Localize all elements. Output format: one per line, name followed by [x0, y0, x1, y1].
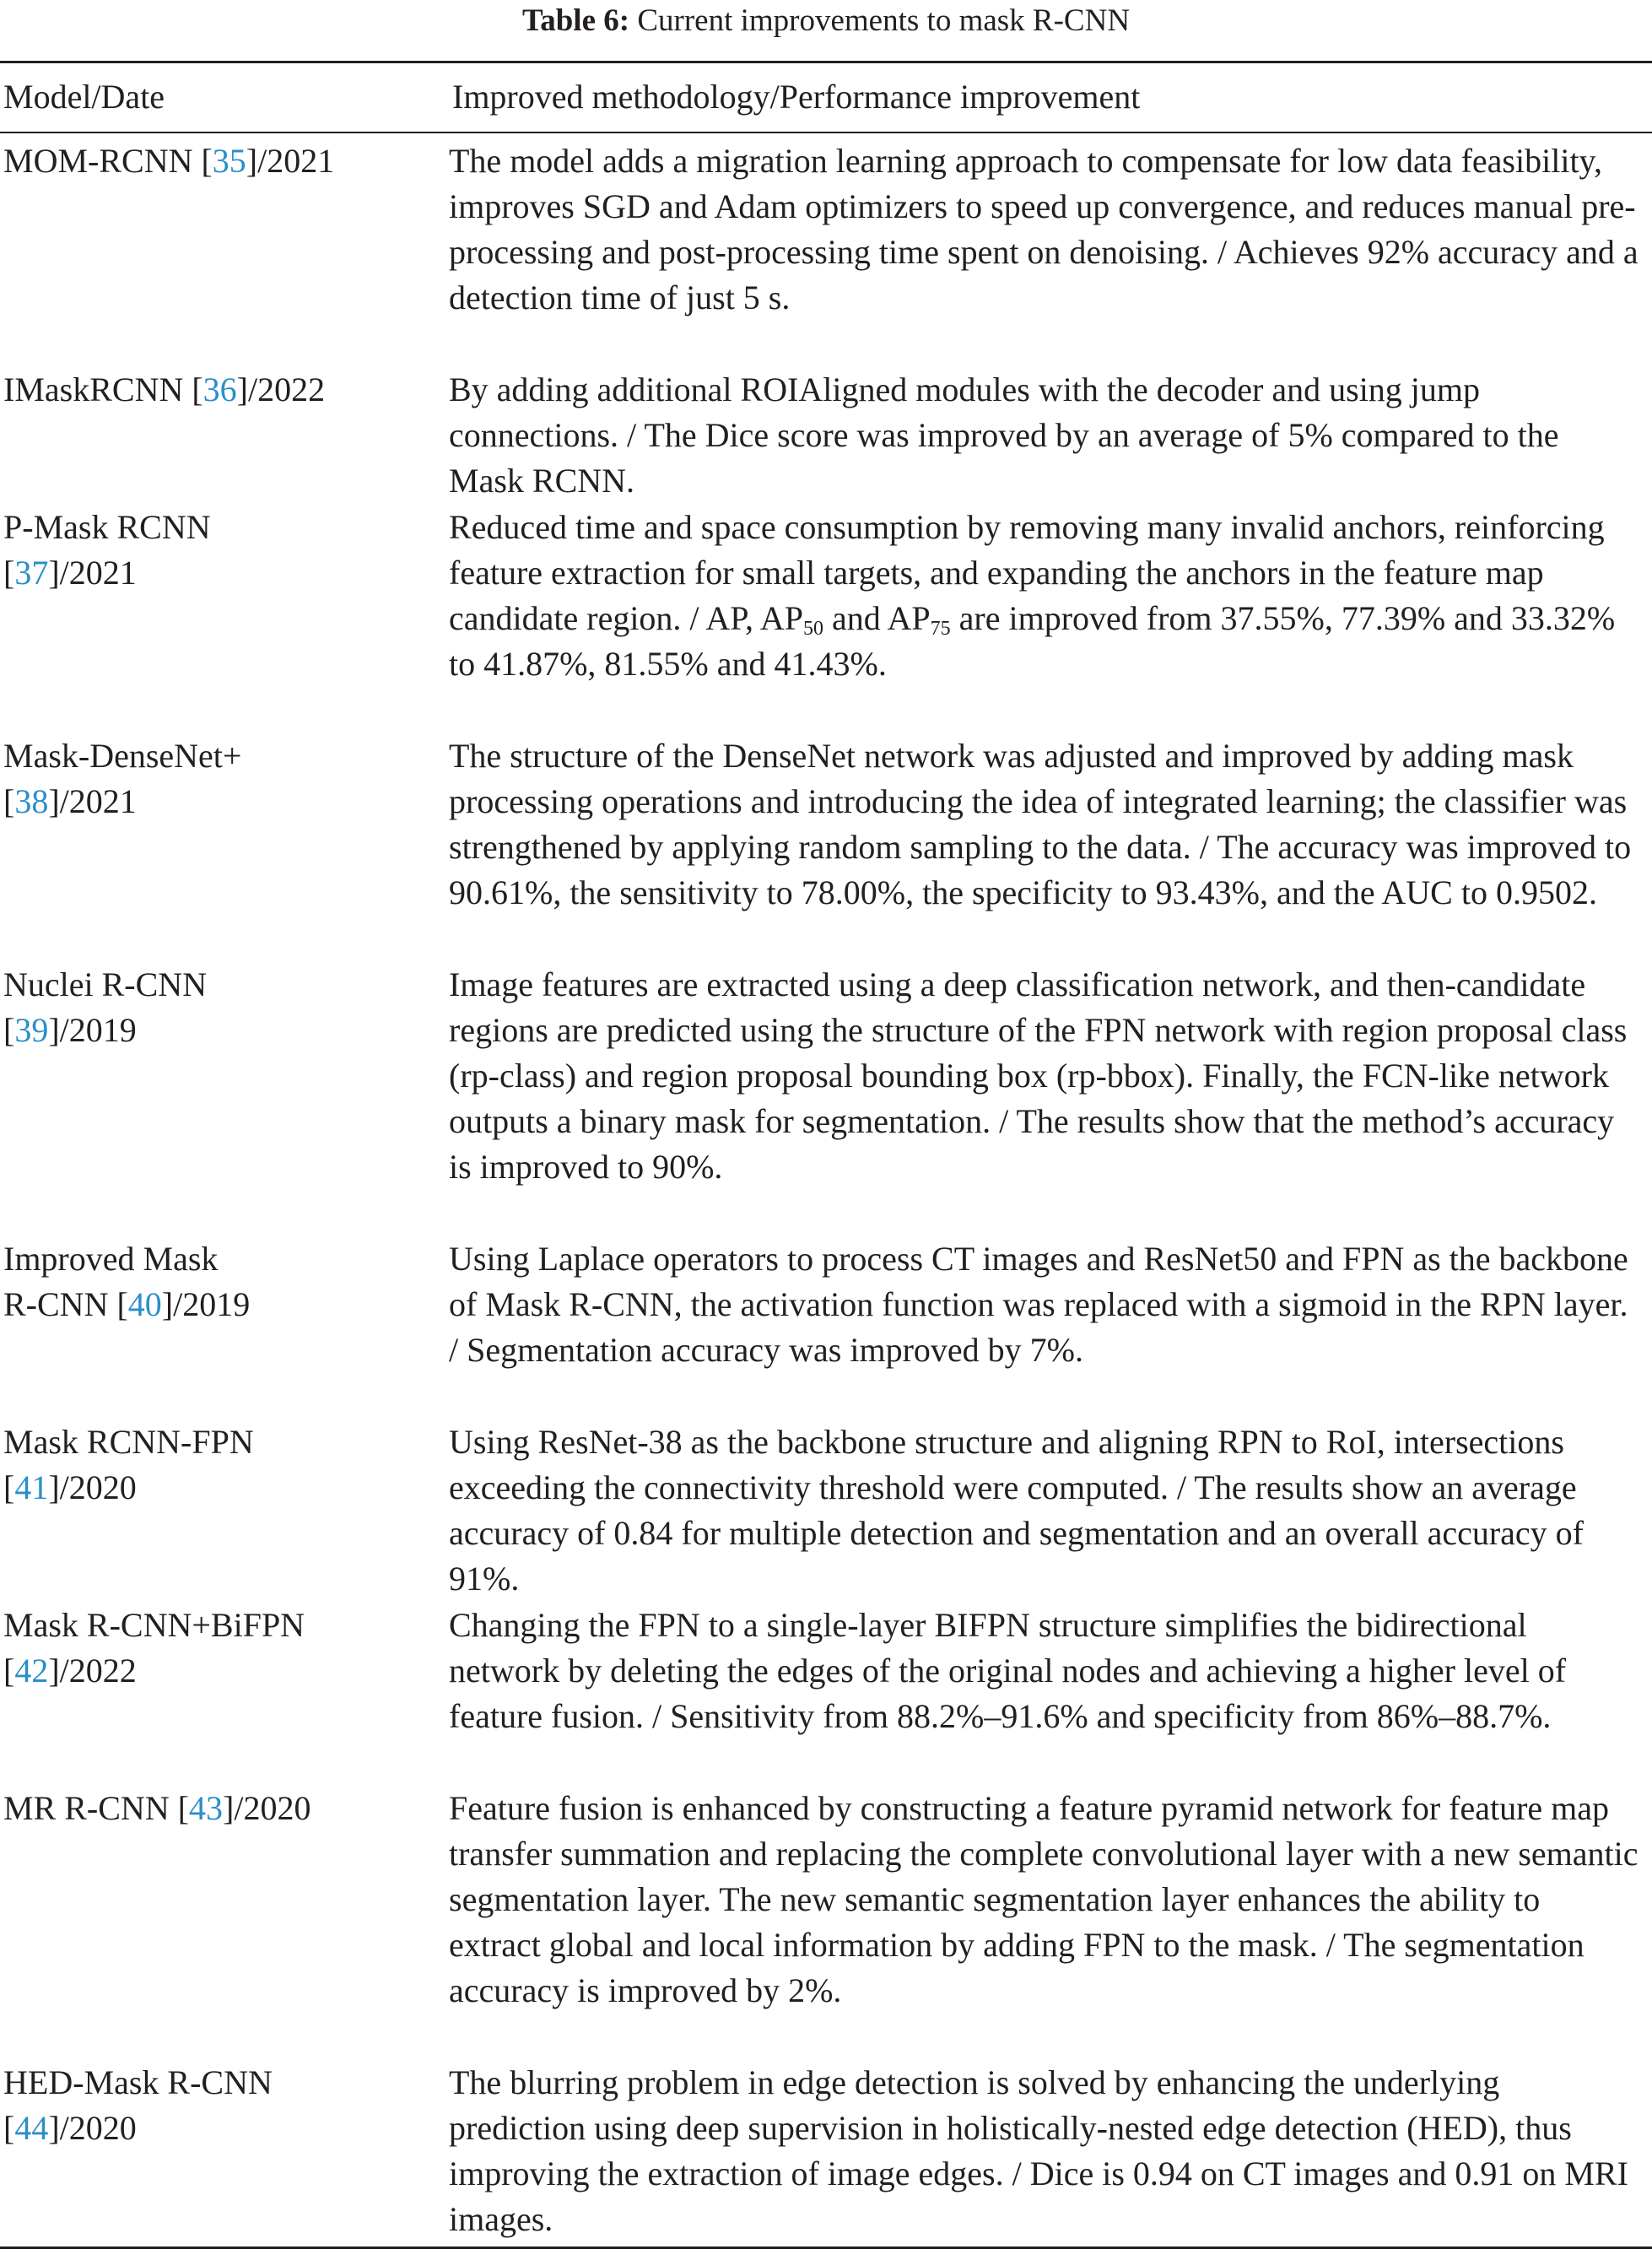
subscript: 50: [802, 618, 823, 640]
methodology-cell: The structure of the DenseNet network was adjusted and improved by adding mask processing operations and introducing the idea of integrated learning; the classifier was strengthened by applying random sampling to the data. / The accuracy was improved to 90.61%, the sensitivity to 78.00%, the specificity to 93.43%, and the AUC to 0.9502.: [449, 737, 1632, 911]
bracket: [: [3, 1652, 15, 1690]
bottom-rule: [0, 2246, 1652, 2249]
model-name: P-Mask RCNN: [3, 508, 211, 546]
model-name: Improved Mask: [3, 1240, 219, 1278]
model-year: ]/2022: [236, 370, 326, 408]
methodology-cell: The model adds a migration learning approach to compensate for low data feasibility, improves SGD and Adam optimizers to speed up convergence, and reduces manual pre-processing and post-processing time spent on denoising. / Achieves 92% accuracy and a detection time of just 5 s.: [449, 142, 1639, 316]
table-row: [0, 1786, 1652, 2060]
model-name: Nuclei R-CNN: [3, 965, 208, 1003]
citation-link[interactable]: 40: [127, 1285, 162, 1323]
table-caption: [0, 0, 1652, 42]
citation-link[interactable]: 41: [14, 1468, 49, 1506]
methodology-cell: Using Laplace operators to process CT images and ResNet50 and FPN as the backbone of Mask R-CNN, the activation function was replaced with a sigmoid in the RPN layer. / Segmentation accuracy was improved by 7%.: [449, 1240, 1628, 1369]
citation-link[interactable]: 35: [212, 142, 246, 180]
table-row: [0, 1419, 1652, 1603]
table-row: [0, 1236, 1652, 1419]
methodology-cell: Feature fusion is enhanced by constructing a feature pyramid network for feature map transfer summation and replacing the complete convolutional layer with a new semantic segmentation layer. The new semantic segmentation layer enhances the ability to extract global and local information by adding FPN to the mask. / The segmentation accuracy is improved by 2%.: [449, 1789, 1639, 2009]
model-date-cell: [0, 1786, 442, 1831]
model-date-cell: [0, 138, 442, 184]
model-date-cell: [0, 1236, 442, 1327]
model-name: IMaskRCNN [: [3, 370, 203, 408]
desc-part: Reduced time and space consumption by removing many invalid anchors, reinforcing feature extraction for small targets, and expanding the anchors in the feature map candidate region. / AP, AP: [449, 508, 1605, 637]
subscript: 75: [930, 618, 951, 640]
model-name: Mask-DenseNet+: [3, 737, 242, 775]
table-row: [0, 505, 1652, 733]
table-row: [0, 138, 1652, 367]
model-year: ]/2019: [161, 1285, 251, 1323]
model-name: HED-Mask R-CNN: [3, 2063, 273, 2101]
table-row: [0, 2060, 1652, 2243]
methodology-cell: Image features are extracted using a deep classification network, and then-candidate regions are predicted using the structure of the FPN network with region proposal class (rp-class) and region proposal bounding box (rp-bbox). Finally, the FCN-like network outputs a binary mask for segmentation. / The results show that the method’s accuracy is improved to 90%.: [449, 965, 1628, 1186]
top-rule: [0, 61, 1652, 63]
desc-part: are improved from 37.55%, 77.39% and 33.32% to 41.87%, 81.55% and 41.43%.: [449, 599, 1616, 683]
model-date-cell: [0, 505, 442, 596]
model-name: MOM-RCNN [: [3, 142, 213, 180]
model-date-cell: [0, 733, 442, 825]
citation-link[interactable]: 37: [14, 554, 49, 592]
model-date-cell: [0, 962, 442, 1053]
header-rule: [0, 132, 1652, 133]
citation-link[interactable]: 36: [202, 370, 237, 408]
table-row: [0, 1603, 1652, 1786]
bracket: [: [3, 1011, 15, 1049]
table-body: [0, 138, 1652, 2243]
bracket: [: [3, 782, 15, 820]
model-year: ]/2020: [48, 2109, 137, 2147]
model-year: ]/2022: [48, 1652, 137, 1690]
model-name: Mask RCNN-FPN: [3, 1423, 254, 1461]
table-row: [0, 733, 1652, 962]
model-date-cell: [0, 367, 442, 413]
bracket: [: [3, 2109, 15, 2147]
model-year: ]/2021: [246, 142, 335, 180]
table-label: Table 6:: [521, 3, 630, 38]
model-date-cell: [0, 1419, 442, 1511]
bracket: [: [3, 554, 15, 592]
table-title: Current improvements to mask R-CNN: [637, 3, 1131, 38]
model-date-cell: [0, 2060, 442, 2151]
bracket: R-CNN [: [3, 1285, 128, 1323]
model-year: ]/2019: [48, 1011, 137, 1049]
header-model-date: Model/Date: [3, 78, 165, 116]
table-row: [0, 962, 1652, 1236]
citation-link[interactable]: 43: [189, 1789, 224, 1827]
bracket: [: [3, 1468, 15, 1506]
methodology-cell: By adding additional ROIAligned modules with the decoder and using jump connections. / The Dice score was improved by an average of 5% compared to the Mask RCNN.: [449, 370, 1559, 500]
methodology-cell: The blurring problem in edge detection is solved by enhancing the underlying prediction using deep supervision in holistically-nested edge detection (HED), thus improving the extraction of image edges. / Dice is 0.94 on CT images and 0.91 on MRI images.: [449, 2063, 1628, 2238]
model-year: ]/2021: [48, 554, 137, 592]
model-name: Mask R-CNN+BiFPN: [3, 1606, 305, 1644]
desc-part: and AP: [823, 599, 931, 637]
model-year: ]/2021: [48, 782, 137, 820]
citation-link[interactable]: 42: [14, 1652, 49, 1690]
model-name: MR R-CNN [: [3, 1789, 190, 1827]
header-methodology: Improved methodology/Performance improvement: [452, 78, 1141, 116]
methodology-cell: Using ResNet-38 as the backbone structure and aligning RPN to RoI, intersections exceeding the connectivity threshold were computed. / The results show an average accuracy of 0.84 for multiple detection and segmentation and an overall accuracy of 91%.: [449, 1423, 1584, 1598]
table-row: [0, 367, 1652, 505]
methodology-cell: [449, 505, 1639, 687]
citation-link[interactable]: 39: [14, 1011, 49, 1049]
methodology-cell: Changing the FPN to a single-layer BIFPN structure simplifies the bidirectional network by deleting the edges of the original nodes and achieving a higher level of feature fusion. / Sensitivity from 88.2%–91.6% and specificity from 86%–88.7%.: [449, 1606, 1567, 1735]
model-year: ]/2020: [223, 1789, 311, 1827]
model-date-cell: [0, 1603, 442, 1694]
model-year: ]/2020: [48, 1468, 137, 1506]
citation-link[interactable]: 44: [14, 2109, 49, 2147]
citation-link[interactable]: 38: [14, 782, 49, 820]
